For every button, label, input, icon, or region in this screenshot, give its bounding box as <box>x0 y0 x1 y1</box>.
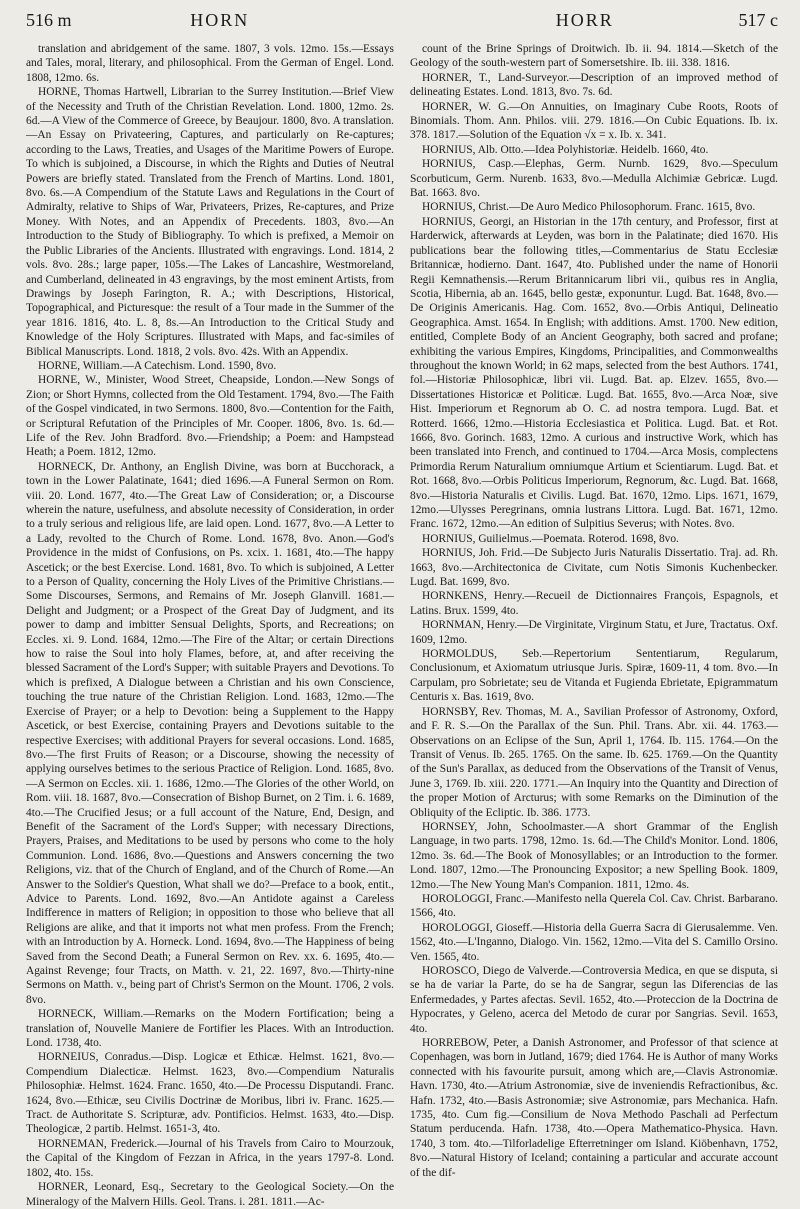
entry-paragraph: HORNECK, William.—Remarks on the Modern Fortification; being a translation of, Nouvelle Maniere de Fortifier les Places. With an Introduction. Lond. 1738, 4to. <box>26 1008 394 1050</box>
entry-paragraph: HORNMAN, Henry.—De Virginitate, Virginum Statu, et Jure, Tractatus. Oxf. 1609, 12mo. <box>410 619 778 646</box>
entry-paragraph: HORNEIUS, Conradus.—Disp. Logicæ et Ethicæ. Helmst. 1621, 8vo.—Compendium Dialecticæ. Helmst. 1623, 8vo.—Compendium Naturalis Philosophiæ. Helmst. 1624. Franc. 1650, 4to.—De Processu Disputandi. Franc. 1624, 8vo.—Ethicæ, seu Civilis Doctrinæ de Moribus, libri iv. Franc. 1625.—Tract. de Authoritate S. Scripturæ, adv. Pontificios. Helmst. 1633, 4to.—Disp. Theologicæ, 2 partib. Helmst. 1651-3, 4to. <box>26 1051 394 1136</box>
entry-paragraph: HORNIUS, Joh. Frid.—De Subjecto Juris Naturalis Dissertatio. Traj. ad. Rh. 1663, 8vo.—Architectonica de Civitate, cum Notis Simonis Kuchenbecker. Lugd. Bat. 1699, 8vo. <box>410 547 778 589</box>
entry-paragraph: HORMOLDUS, Seb.—Repertorium Sententiarum, Regularum, Conclusionum, et Axiomatum utriusque Juris. Spiræ, 1609-11, 4 tom. 8vo.—In Carpulam, pro Sobrietate; seu de Vitanda et Fugienda Ebrietate, Epigrammatum Centuris x. Bas. 1619, 8vo. <box>410 648 778 704</box>
entry-paragraph: HORNIUS, Casp.—Elephas, Germ. Nurnb. 1629, 8vo.—Speculum Scorbuticum, Germ. Nurenb. 1633, 8vo.—Medulla Alchimiæ Gebricæ. Lugd. Bat. 1663. 8vo. <box>410 158 778 200</box>
entry-paragraph: HORNER, T., Land-Surveyor.—Description of an improved method of delineating Estates. Lond. 1813, 8vo. 7s. 6d. <box>410 71 778 99</box>
page-number-right: 517 c <box>738 10 778 30</box>
entry-paragraph: HOROSCO, Diego de Valverde.—Controversia Medica, en que se disputa, si se ha de variar la Parte, do se ha de Sangrar, segun las Diferencias de las Enfermedades, y Partes afectas. Sevil. 1652, 4to.—Proteccion de la Doctrina de Hypocrates, y Geleno, acerca del Metodo de curar por Sangrias. Sevil. 1653, 4to. <box>410 965 778 1035</box>
entry-paragraph: HORNIUS, Christ.—De Auro Medico Philosophorum. Franc. 1615, 8vo. <box>422 201 756 214</box>
entry-paragraph: HORNIUS, Georgi, an Historian in the 17th century, and Professor, first at Harderwick, afterwards at Leyden, was born in the Palatinate; died 1670. His publications bear the following titles,—Commentarius de Statu Ecclesiæ Britannicæ, hodierno. Dant. 1647, 4to. Published under the name of Honorii Regii Kemnathensis.—Rerum Britannicarum libri vii., quibus res in Anglia, Scotia, Hibernia, ab an. 1645, bello gestæ, exponuntur. Lugd. Bat. 1648, 8vo.—De Originis Americanis. Hag. Com. 1652, 8vo.—Orbis Antiqui, Delineatio Geographica. Amst. 1654. In English; with additions. Amst. 1700. New edition, entitled, Complete Body of an Ancient Geography, both sacred and profane; exhibiting the various Empires, Kingdoms, Principalities, and Commonwealths throughout the known World; in 62 maps, selected from the best Authors. 1741, fol.—Historiæ Philosophicæ, libri vii. Lugd. Bat. ap. Elzev. 1655, 8vo.—Dissertationes Historicæ et Politicæ. Lugd. Bat. 1655, 8vo.—Arca Noæ, sive Hist. Imperiorum et Regnorum ab O. C. ad nostra tempora. Lugd. Bat. et Rotterd. 1666, 12mo.—Historia Ecclesiastica et Politica. Lugd. Bat. et Rot. 1666, 8vo. Gorinch. 1683, 12mo. A curious and instructive Work, which has been translated into French, and continued to 1704.—Arca Mosis, complectens Primordia Rerum Naturalium omniumque Artium et Scientiarum. Lugd. Bat. et Rot. 1668, 8vo.—Orbis Politicus Imperiorum, Regnorum, &c. Lugd. Bat. 1668, 8vo.—Historia Naturalis et Civilis. Lugd. Bat. 1670, 12mo. Lips. 1671, 1679, 12mo.—Ulysses Peregrinans, omnia lustrans Littora. Lugd. Bat. 1671, 12mo. Franc. 1672, 12mo.—An edition of Sulpitius Severus; with Notes. 8vo. <box>410 215 778 531</box>
entry-paragraph: HOROLOGGI, Gioseff.—Historia della Guerra Sacra di Gierusalemme. Ven. 1562, 4to.—L'Inganno, Dialogo. Vin. 1562, 12mo.—Vita del S. Camillo Orsino. Ven. 1565, 4to. <box>410 921 778 963</box>
running-head-left: HORN <box>190 10 250 30</box>
entry-paragraph: HORNER, Leonard, Esq., Secretary to the Geological Society.—On the Mineralogy of the Malvern Hills. Geol. Trans. i. 281. 1811.—Ac- <box>26 1181 394 1208</box>
entry-paragraph: HORNIUS, Guilielmus.—Poemata. Roterod. 1698, 8vo. <box>422 532 679 545</box>
entry-paragraph: HORNSEY, John, Schoolmaster.—A short Grammar of the English Language, in two parts. 1798, 12mo. 1s. 6d.—The Child's Monitor. Lond. 1806, 12mo. 3s. 6d.—The Book of Monosyllables; or an Introduction to the former. Lond. 1807, 12mo.—The Pronouncing Expositor; a new Spelling Book. 1809, 12mo.—The New Young Man's Companion. 1811, 12mo. 4s. <box>410 820 778 891</box>
running-head-right: HORR <box>555 10 614 30</box>
entry-paragraph: HORNE, W., Minister, Wood Street, Cheapside, London.—New Songs of Zion; or Short Hymns, collected from the Old Testament. 1794, 8vo.—The Faith of the Gospel vindicated, in two Sermons. 1800, 8vo.—Contention for the Faith, or Scriptural Refutation of the Principles of Mr. Cooper. 1806, 8vo. 1s. 6d.—Life of the Rev. John Bradford. 8vo.—Friendship; a Poem: and Hampstead Heath; a Poem. 1812, 12mo. <box>26 374 394 459</box>
running-header <box>26 10 778 32</box>
two-column-body <box>26 42 778 1208</box>
left-column <box>26 42 395 1208</box>
entry-paragraph: HORNEMAN, Frederick.—Journal of his Travels from Cairo to Mourzouk, the Capital of the Kingdom of Fezzan in Africa, in the years 1797-8. Lond. 1802, 4to. 15s. <box>26 1137 394 1179</box>
page-number-left: 516 m <box>26 10 72 30</box>
entry-paragraph: HORNE, Thomas Hartwell, Librarian to the Surrey Institution.—Brief View of the Necessity and Truth of the Christian Revelation. Lond. 1800, 12mo. 2s. 6d.—A View of the Commerce of Greece, by Beaujour. 1800, 8vo. A translation.—An Essay on Privateering, Captures, and particularly on Re-captures; according to the Laws, Treaties, and Usages of the Maritime Powers of Europe. To which is subjoined, a Discourse, in which the Rights and Duties of Neutral Powers are briefly stated. Translated from the French of Martins. Lond. 1801, 8vo. 6s.—A Compendium of the Statute Laws and Regulations in the Court of Admiralty, relative to Ships of War, Privateers, Prizes, Re-captures, and Prize Money. With Notes, and an Appendix of Precedents. 1803, 8vo.—An Introduction to the Study of Bibliography. To which is prefixed, a Memoir on the Public Libraries of the Ancients. Illustrated with engravings. Lond. 1814, 2 vols. 8vo. 28s.; large paper, 105s.—The Lakes of Lancashire, Westmoreland, and Cumberland, delineated in 43 engravings, by the most eminent Artists, from Drawings by Joseph Farington, R. A.; with Descriptions, Historical, Topographical, and Picturesque: the result of a Tour made in the Summer of the year 1816. 1816, 4to. L. 8, 8s.—An Introduction to the Critical Study and Knowledge of the Holy Scriptures. Illustrated with Maps, and fac-similes of Biblical Manuscripts. Lond. 1818, 2 vols. 8vo. 42s. With an Appendix. <box>26 86 394 358</box>
entry-paragraph: HOROLOGGI, Franc.—Manifesto nella Querela Col. Cav. Christ. Barbarano. 1566, 4to. <box>410 892 778 920</box>
entry-paragraph: HORNKENS, Henry.—Recueil de Dictionnaires François, Espagnols, et Latins. Brux. 1599, 4to. <box>410 590 778 617</box>
entry-paragraph: HORNE, William.—A Catechism. Lond. 1590, 8vo. <box>38 359 277 372</box>
entry-paragraph: HORNER, W. G.—On Annuities, on Imaginary Cube Roots, Roots of Binomials. Thom. Ann. Philos. viii. 279. 1816.—On Cubic Equations. Ib. ix. 378. 1817.—Solution of the Equation √x = x. Ib. x. 341. <box>410 100 778 142</box>
entry-paragraph: translation and abridgement of the same. 1807, 3 vols. 12mo. 15s.—Essays and Tales, moral, literary, and philosophical. From the German of Engel. Lond. 1808, 12mo. 6s. <box>26 43 394 84</box>
entry-paragraph: HORREBOW, Peter, a Danish Astronomer, and Professor of that science at Copenhagen, was born in Jutland, 1679; died 1764. He is Author of many Works connected with his favourite pursuit, among which are,—Clavis Astronomiæ. Havn. 1730, 4to.—Atrium Astronomiæ, sive de inveniendis Refractionibus, &c. Hafn. 1732, 4to.—Basis Astronomiæ; sive Astronomiæ, pars Mechanica. Hafn. 1735, 4to. Cum fig.—Consilium de Nova Methodo Paschali ad Perfectum Statum perducenda. Hafn. 1738, 4to.—Opera Mathematico-Physica. Havn. 1740, 3 tom. 4to.—Tilforladelige Efterretninger om Island. Kiöbenhavn, 1752, 8vo.—Natural History of Iceland; containing a particular and accurate account of the dif- <box>410 1037 778 1179</box>
entry-paragraph: HORNECK, Dr. Anthony, an English Divine, was born at Bucchorack, a town in the Lower Palatinate, 1641; died 1696.—A Funeral Sermon on Rom. viii. 20. Lond. 1677, 4to.—The Great Law of Consideration; or, a Discourse wherein the nature, usefulness, and absolute necessity of Consideration, in order to a truly serious and religious life, are laid open. Lond. 1677, 8vo.—A Letter to a Lady, revolted to the Church of Rome. Lond. 1678, 8vo. Anon.—God's Providence in the midst of Confusions, on Ps. xcix. 1. 1681, 4to.—The happy Ascetick; or the best Exercise. Lond. 1681, 8vo. To which is subjoined, A Letter to a Person of Quality, concerning the Holy Lives of the Primitive Christians.—Some Discourses, Sermons, and Remains of Mr. Joseph Glanvill. 1681.—Delight and Judgment; or a Prospect of the Great Day of Judgment, and its power to damp and imbitter Sensual Delights, Sports, and Recreations; on Eccles. xi. 9. Lond. 1684, 12mo.—The Fire of the Altar; or certain Directions how to raise the Soul into holy Flames, before, at, and after receiving the blessed Sacrament of the Lord's Supper; with suitable Prayers and Devotions. To which is prefixed, A Dialogue between a Christian and his own Conscience, touching the true nature of the Christian Religion. Lond. 1683, 12mo.—The Exercise of Prayer; or a help to Devotion: being a Supplement to the Happy Ascetick, or best Exercise, containing Prayers and Devotions suitable to the respective Exercises; with additional Prayers for several occasions. Lond. 1685, 8vo.—The first Fruits of Reason; or a Discourse, showing the necessity of applying ourselves betimes to the serious Practice of Religion. Lond. 1685, 8vo.—A Sermon on Eccles. xii. 1. 1686, 12mo.—The Glories of the other World, on Rom. viii. 18. 1687, 8vo.—Consecration of Bishop Burnet, on 2 Tim. i. 6. 1689, 4to.—The Crucified Jesus; or a full account of the Nature, End, Design, and Benefit of the Sacrament of the Lord's Supper; with necessary Directions, Prayers, Praises, and Meditations to be used by persons who come to the holy Communion. Lond. 1686, 8vo.—Questions and Answers concerning the two Religions, viz. that of the Church of England, and of the Church of Rome.—An Answer to the Soldier's Question, What shall we do?—Preface to a book, entit., Advice to Parents. Lond. 1692, 8vo.—An Antidote against a Careless Indifference in matters of Religion; in opposition to those who believe that all Religions are alike, and that it imports not what men profess. From the French; with an Introduction by A. Horneck. Lond. 1694, 8vo.—The Happiness of being Saved from the Second Death; a Funeral Sermon on Rev. xx. 6. 1695, 4to.—Against Revenge; four Tracts, on Matth. v. 21, 22. 1697, 8vo.—Thirty-nine Sermons on Matth. v., being part of Christ's Sermon on the Mount. 1706, 2 vols. 8vo. <box>26 460 395 1006</box>
entry-paragraph: HORNIUS, Alb. Otto.—Idea Polyhistoriæ. Heidelb. 1660, 4to. <box>422 143 709 156</box>
right-column <box>410 42 778 1179</box>
entry-paragraph: HORNSBY, Rev. Thomas, M. A., Savilian Professor of Astronomy, Oxford, and F. R. S.—On the Parallax of the Sun. Phil. Trans. Abr. xii. 44. 1763.—Observations on an Eclipse of the Sun, April 1, 1764. Ib. 115. 1764.—On the Transit of Venus. Ib. 265. 1765. On the same. Ib. 625. 1769.—On the Quantity of the Sun's Parallax, as deduced from the Observations of the Transit of Venus, June 3, 1769. Ib. xiii. 220. 1771.—An Inquiry into the Quantity and Direction of the proper Motion of Arcturus; with some Remarks on the Diminution of the Obliquity of the Ecliptic. Ib. 386. 1773. <box>410 705 778 819</box>
entry-paragraph: count of the Brine Springs of Droitwich. Ib. ii. 94. 1814.—Sketch of the Geology of the south-western part of Somersetshire. Ib. iii. 338. 1816. <box>410 43 778 70</box>
